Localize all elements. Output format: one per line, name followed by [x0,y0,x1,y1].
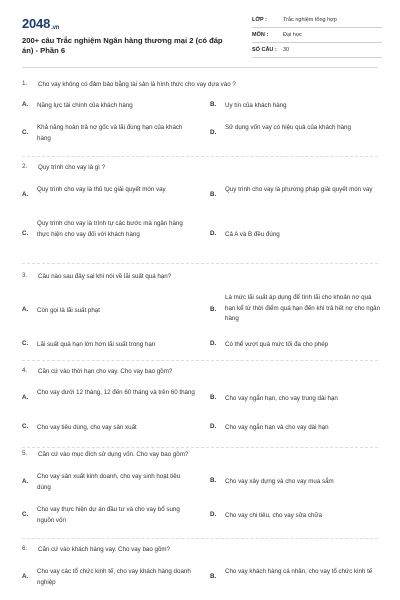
meta-key: LỚP : [252,17,267,23]
question-number: 1. [22,80,28,87]
option-letter: D. [210,511,217,518]
option-text: Cho vay các tổ chức kinh tế, cho vay khách hàng doanh nghiệp [37,568,191,586]
option-letter: D. [210,230,217,237]
option-text: Cho vay sản xuất kinh doanh, cho vay sinh hoạt tiêu dùng [37,473,181,491]
meta-value: Đại học [283,32,302,38]
meta-row-question-count [252,43,382,58]
option-letter: B. [210,573,217,580]
meta-row-subject [252,28,382,43]
question-5 [22,450,378,540]
option-letter: B. [210,101,217,108]
option-text: Quy trình cho vay là thủ tục giải quyết món vay [37,186,166,193]
option-letter: D. [210,340,217,347]
meta-key: SỐ CÂU : [252,47,277,53]
question-3 [22,272,381,362]
option-text: Còn gọi là lãi suất phạt [37,307,100,314]
option-letter: A. [22,478,29,485]
question-1 [22,80,378,160]
option-letter: C. [22,340,29,347]
question-number: 4. [22,367,28,374]
question-separator [22,263,378,264]
question-number: 5. [22,450,28,457]
option-text: Sử dụng vốn vay có hiệu quả của khách hàng [225,124,351,131]
option-letter: A. [22,101,29,108]
option-text: Là mức lãi suất áp dụng để tính lãi cho khoản nợ quá hạn kể từ thời điểm quá hạn đến khi trả hết nợ cho ngân hàng [225,294,381,322]
option-letter: D. [210,423,217,430]
header-divider [22,67,378,68]
meta-value: 30 [283,47,290,53]
question-text: Câu nào sau đây sai khi nói về lãi suất quá hạn? [38,273,172,280]
question-2 [22,163,378,267]
option-text: Cho vay chi tiêu, cho vay sửa chữa [225,512,323,519]
question-text: Quy trình cho vay là gì ? [38,164,106,171]
question-separator [22,156,378,157]
option-letter: C. [22,129,29,136]
option-text: Cho vay dưới 12 tháng, 12 đến 60 tháng và trên 60 tháng [37,389,195,396]
document-header [0,0,400,60]
meta-value: Trắc nghiệm tổng hợp [283,17,337,23]
question-text: Cho vay không có đảm bảo bằng tài sản là hình thức cho vay dựa vào ? [38,81,236,88]
option-text: Khả năng hoàn trả nợ gốc và lãi đúng hạn của khách hàng [37,124,183,142]
option-letter: D. [210,129,217,136]
option-letter: B. [210,477,217,484]
option-letter: C. [22,230,29,237]
option-text: Năng lực tài chính của khách hàng [37,102,133,109]
option-letter: B. [210,191,217,198]
option-letter: A. [22,394,29,401]
meta-row-class [252,13,382,28]
question-separator [22,447,378,448]
option-text: Cho vay thực hiện dự án đầu tư và cho vay bổ sung nguồn vốn [37,506,180,524]
question-text: Căn cứ vào mục đích sử dụng vốn. Cho vay bao gồm? [38,451,189,458]
option-text: Có thể vượt quá mức tối đa cho phép [225,341,329,348]
site-logo[interactable] [22,16,59,31]
question-separator [22,360,378,361]
option-letter: B. [210,394,217,401]
option-text: Cho vay xây dựng và cho vay mua sắm [225,478,334,485]
question-4 [22,367,378,452]
option-letter: A. [22,573,29,580]
question-number: 3. [22,272,28,279]
option-text: Cho vay khách hàng cá nhân, cho vay tổ chức kinh tế [225,568,373,575]
option-text: Cho vay tiêu dùng, cho vay sản xuất [37,424,137,431]
option-letter: C. [22,511,29,518]
option-text: Cho vay ngắn hạn, cho vay trung dài hạn [225,395,338,402]
option-text: Quy trình cho vay là trình tự các bước mà ngân hàng thực hiện cho vay đối với khách hàng [37,220,183,238]
option-text: Cho vay ngắn hạn và cho vay dài hạn [225,424,329,431]
option-text: Uy tín của khách hàng [225,102,287,109]
logo-text: 2048 [22,16,51,31]
question-text: Căn cứ vào khách hàng vay. Cho vay bao gồm? [38,546,170,553]
option-letter: B. [210,306,217,313]
question-text: Căn cứ vào thời hạn cho vay. Cho vay bao gồm? [38,368,173,375]
option-text: Quy trình cho vay là phương pháp giải quyết món vay [225,186,373,193]
question-separator [22,538,378,539]
question-number: 6. [22,545,28,552]
option-text: Lãi suất quá hạn lớn hơn lãi suất trong hạn [37,341,156,348]
option-text: Cả A và B đều đúng [225,231,280,238]
question-number: 2. [22,163,28,170]
document-title: 200+ câu Trắc nghiệm Ngân hàng thương mại 2 (có đáp án) - Phần 6 [22,36,223,55]
option-letter: C. [22,423,29,430]
option-letter: A. [22,191,29,198]
meta-key: MÔN : [252,32,269,38]
meta-info [252,13,382,58]
option-letter: A. [22,306,29,313]
logo-suffix: .vn [51,25,60,31]
question-6 [22,545,378,600]
